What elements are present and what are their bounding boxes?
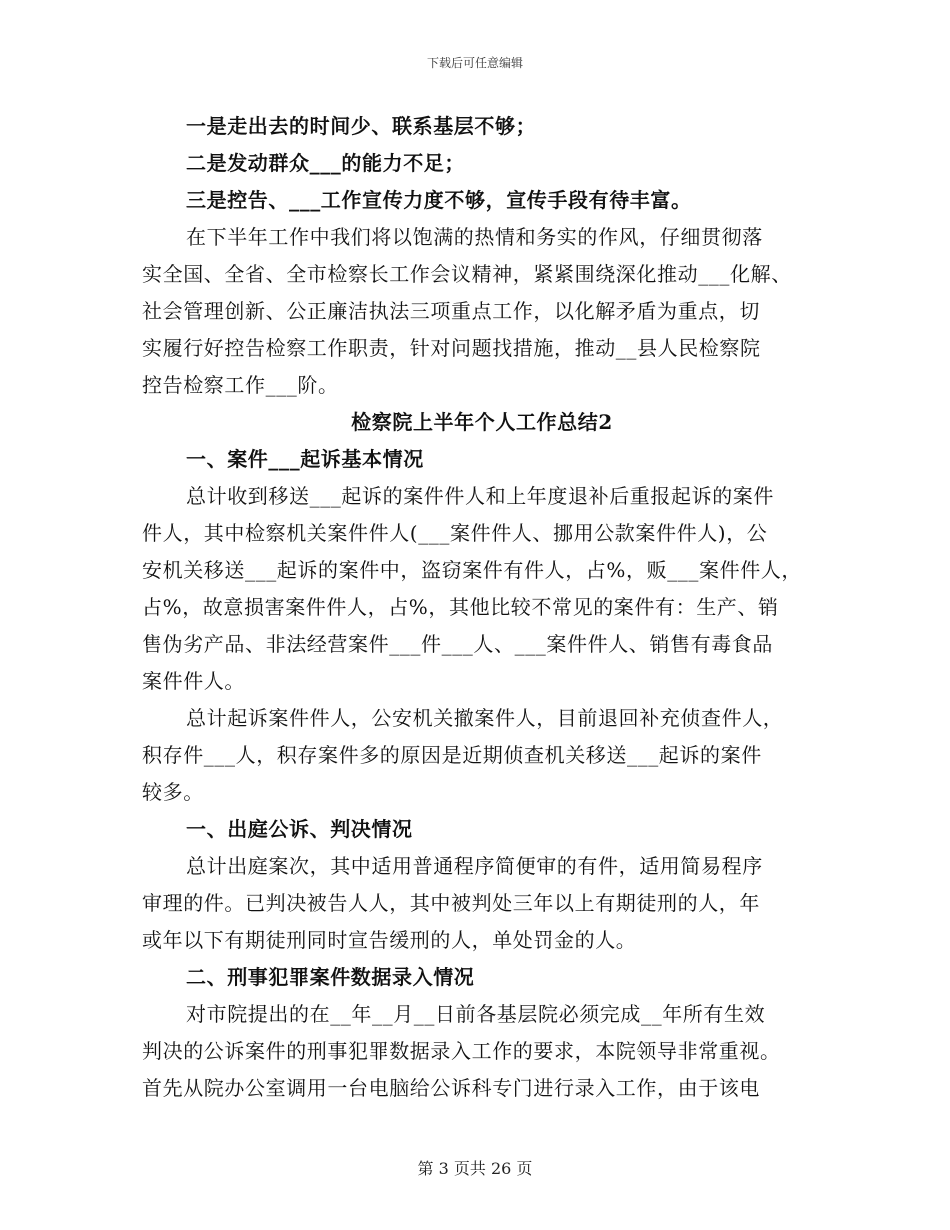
section-title: 检察院上半年个人工作总结2: [351, 410, 613, 434]
paragraph-line: 件人，其中检察机关案件件人(___案件件人、挪用公款案件件人)，公: [142, 521, 768, 545]
section-heading: 一、案件___起诉基本情况: [186, 447, 424, 471]
paragraph-line: 总计起诉案件件人，公安机关撤案件人，目前退回补充侦查件人，: [186, 706, 784, 730]
paragraph-line: 案件件人。: [142, 669, 245, 693]
section-heading: 一、出庭公诉、判决情况: [186, 817, 413, 841]
list-item: 三是控告、___工作宣传力度不够，宣传手段有待丰富。: [186, 188, 692, 212]
paragraph-line: 审理的件。已判决被告人人，其中被判处三年以上有期徒刑的人，年: [142, 891, 760, 915]
paragraph-line: 在下半年工作中我们将以饱满的热情和务实的作风，仔细贯彻落: [186, 225, 763, 249]
paragraph-line: 社会管理创新、公正廉洁执法三项重点工作，以化解矛盾为重点，切: [142, 299, 760, 323]
paragraph-line: 总计收到移送___起诉的案件件人和上年度退补后重报起诉的案件: [186, 484, 774, 508]
list-item: 二是发动群众___的能力不足；: [186, 151, 465, 175]
paragraph-line: 控告检察工作___阶。: [142, 373, 339, 397]
paragraph-line: 总计出庭案次，其中适用普通程序简便审的有件，适用简易程序: [186, 854, 763, 878]
list-item: 一是走出去的时间少、联系基层不够；: [186, 114, 537, 138]
paragraph-line: 占%，故意损害案件件人，占%，其他比较不常见的案件有：生产、销: [142, 595, 779, 619]
paragraph-line: 较多。: [142, 780, 204, 804]
paragraph-line: 首先从院办公室调用一台电脑给公诉科专门进行录入工作，由于该电: [142, 1076, 760, 1100]
paragraph-line: 对市院提出的在__年__月__日前各基层院必须完成__年所有生效: [186, 1002, 766, 1026]
paragraph-line: 判决的公诉案件的刑事犯罪数据录入工作的要求，本院领导非常重视。: [142, 1039, 781, 1063]
section-heading: 二、刑事犯罪案件数据录入情况: [186, 965, 475, 989]
paragraph-line: 实全国、全省、全市检察长工作会议精神，紧紧围绕深化推动___化解、: [142, 262, 792, 286]
paragraph-line: 实履行好控告检察工作职责，针对问题找措施，推动__县人民检察院: [142, 336, 761, 360]
page-footer: 第 3 页共 26 页: [417, 1159, 533, 1178]
paragraph-line: 积存件___人，积存案件多的原因是近期侦查机关移送___起诉的案件: [142, 743, 762, 767]
document-body: [142, 108, 822, 1107]
paragraph-line: 安机关移送___起诉的案件中，盗窃案件有件人，占%，贩___案件件人，: [142, 558, 803, 582]
page-header: 下载后可任意编辑: [426, 56, 523, 70]
paragraph-line: 或年以下有期徒刑同时宣告缓刑的人，单处罚金的人。: [142, 928, 637, 952]
paragraph-line: 售伪劣产品、非法经营案件___件___人、___案件件人、销售有毒食品: [142, 632, 773, 656]
